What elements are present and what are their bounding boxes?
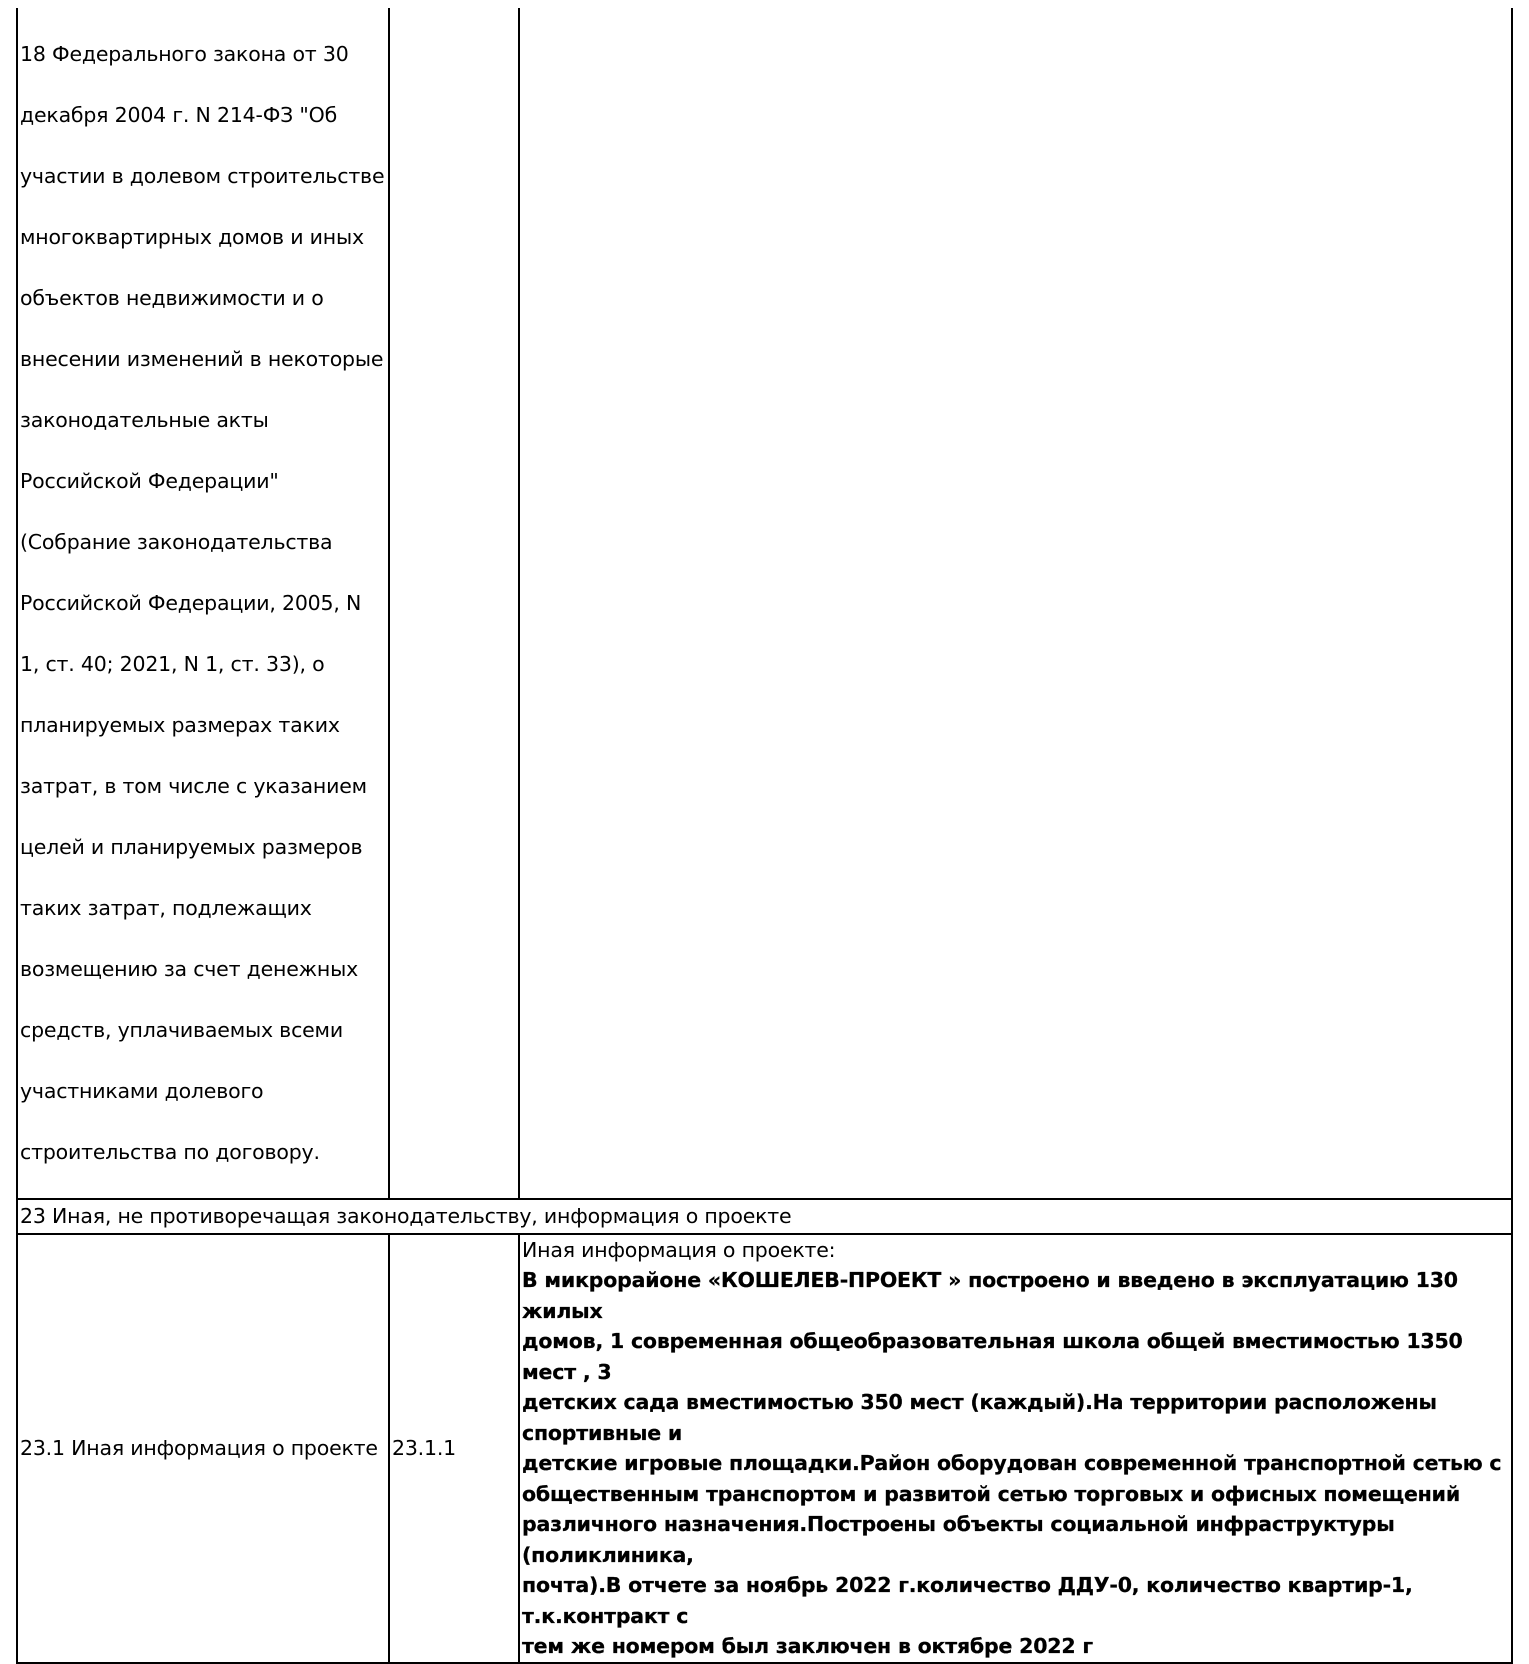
table-row: [17, 8, 1512, 1199]
text-line: детские игровые площадки.Район оборудован современной транспортной сетью с: [522, 1451, 1502, 1475]
text-line: детских сада вместимостью 350 мест (каждый).На территории расположены спортивные и: [522, 1390, 1437, 1445]
text-line: (Собрание законодательства: [20, 529, 333, 554]
section-header-23: 23 Иная, не противоречащая законодательству, информация о проекте: [17, 1199, 1512, 1234]
value-title: Иная информация о проекте:: [522, 1237, 836, 1262]
row-value-23-1-1: [519, 1234, 1512, 1663]
text-line: 1, ст. 40; 2021, N 1, ст. 33), о: [20, 651, 325, 676]
text-line: домов, 1 современная общеобразовательная школа общей вместимостью 1350 мест , 3: [522, 1329, 1463, 1384]
table-row-23-1: [17, 1234, 1512, 1663]
project-description: [522, 1265, 1511, 1662]
table-cell-value-empty: [519, 8, 1512, 1199]
text-line: законодательные акты: [20, 407, 269, 432]
document-table: [16, 8, 1513, 1664]
section-header-row: [17, 1199, 1512, 1234]
text-line: почта).В отчете за ноябрь 2022 г.количество ДДУ-0, количество квартир-1, т.к.контракт с: [522, 1573, 1413, 1628]
text-line: декабря 2004 г. N 214-ФЗ "Об: [20, 102, 338, 127]
row-label-23-1: 23.1 Иная информация о проекте: [17, 1234, 389, 1663]
text-line: строительства по договору.: [20, 1139, 320, 1164]
requirement-text: [20, 8, 388, 1198]
text-line: внесении изменений в некоторые: [20, 346, 384, 371]
text-line: 18 Федерального закона от 30: [20, 41, 349, 66]
table-cell-code-empty: [389, 8, 519, 1199]
table-cell-requirement-text: [17, 8, 389, 1199]
text-line: возмещению за счет денежных: [20, 956, 359, 981]
text-line: многоквартирных домов и иных: [20, 224, 364, 249]
text-line: таких затрат, подлежащих: [20, 895, 312, 920]
text-line: тем же номером был заключен в октябре 2022 г: [522, 1634, 1093, 1658]
text-line: различного назначения.Построены объекты социальной инфраструктуры (поликлиника,: [522, 1512, 1395, 1567]
text-line: планируемых размерах таких: [20, 712, 340, 737]
row-code-23-1-1: 23.1.1: [389, 1234, 519, 1663]
text-line: Российской Федерации, 2005, N: [20, 590, 362, 615]
text-line: участниками долевого: [20, 1078, 264, 1103]
text-line: участии в долевом строительстве: [20, 163, 385, 188]
text-line: Российской Федерации": [20, 468, 279, 493]
text-line: общественным транспортом и развитой сетью торговых и офисных помещений: [522, 1481, 1460, 1506]
text-line: В микрорайоне «КОШЕЛЕВ-ПРОЕКТ » построено и введено в эксплуатацию 130 жилых: [522, 1268, 1458, 1323]
text-line: целей и планируемых размеров: [20, 834, 363, 859]
text-line: затрат, в том числе с указанием: [20, 773, 367, 798]
text-line: объектов недвижимости и о: [20, 285, 324, 310]
text-line: средств, уплачиваемых всеми: [20, 1017, 343, 1042]
